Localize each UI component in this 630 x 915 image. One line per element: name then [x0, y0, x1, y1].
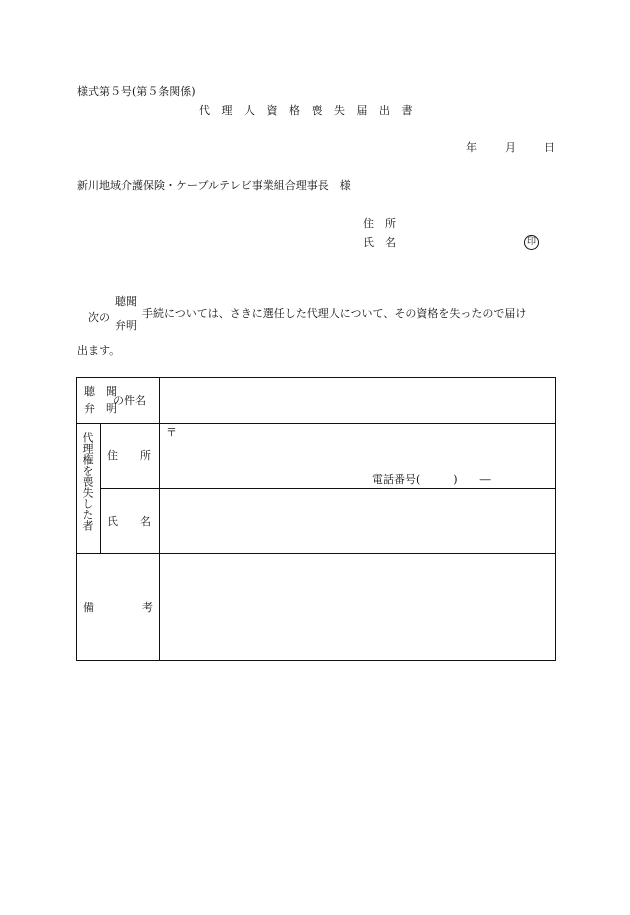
column-divider-main — [159, 377, 160, 661]
statement-option-explanation: 弁明 — [115, 319, 137, 332]
seal-mark: 印 — [524, 235, 539, 250]
applicant-address-label: 住 所 — [363, 217, 396, 230]
date-day: 日 — [544, 141, 555, 154]
case-option-hearing: 聴 聞 — [84, 385, 117, 398]
case-name-label: の件名 — [113, 394, 146, 407]
table-border-right — [555, 377, 556, 661]
applicant-name-label: 氏 名 — [363, 236, 396, 249]
address-label: 住 所 — [107, 449, 151, 462]
form-number: 様式第５号(第５条関係) — [77, 85, 196, 98]
table-border-top — [76, 377, 556, 378]
document-title: 代理人資格喪失届出書 — [199, 104, 424, 117]
lost-agent-label: 代理権を喪失した者 — [81, 432, 94, 531]
postal-mark: 〒 — [166, 426, 177, 439]
row-divider-1 — [76, 423, 556, 424]
table-border-left — [76, 377, 77, 661]
statement-text-line2: 出ます。 — [77, 344, 121, 357]
date-line — [466, 142, 555, 153]
statement-option-hearing: 聴聞 — [115, 295, 137, 308]
statement-text: 手続については、さきに選任した代理人について、その資格を失ったので届け — [142, 307, 527, 320]
column-divider-group — [100, 423, 101, 553]
row-divider-3 — [76, 553, 556, 554]
name-label: 氏 名 — [107, 515, 151, 528]
date-year: 年 — [466, 141, 477, 154]
addressee: 新川地域介護保険・ケーブルテレビ事業組合理事長 様 — [77, 179, 351, 192]
form-table — [76, 377, 556, 661]
table-border-bottom — [76, 660, 556, 661]
statement-prefix: 次の — [88, 311, 110, 324]
remarks-label-start: 備 — [83, 601, 94, 614]
row-divider-2 — [100, 488, 556, 489]
case-option-explanation: 弁 明 — [84, 402, 117, 415]
phone-number-label: 電話番号( ) ― — [372, 473, 491, 486]
remarks-label-end: 考 — [142, 601, 153, 614]
date-month: 月 — [505, 141, 516, 154]
